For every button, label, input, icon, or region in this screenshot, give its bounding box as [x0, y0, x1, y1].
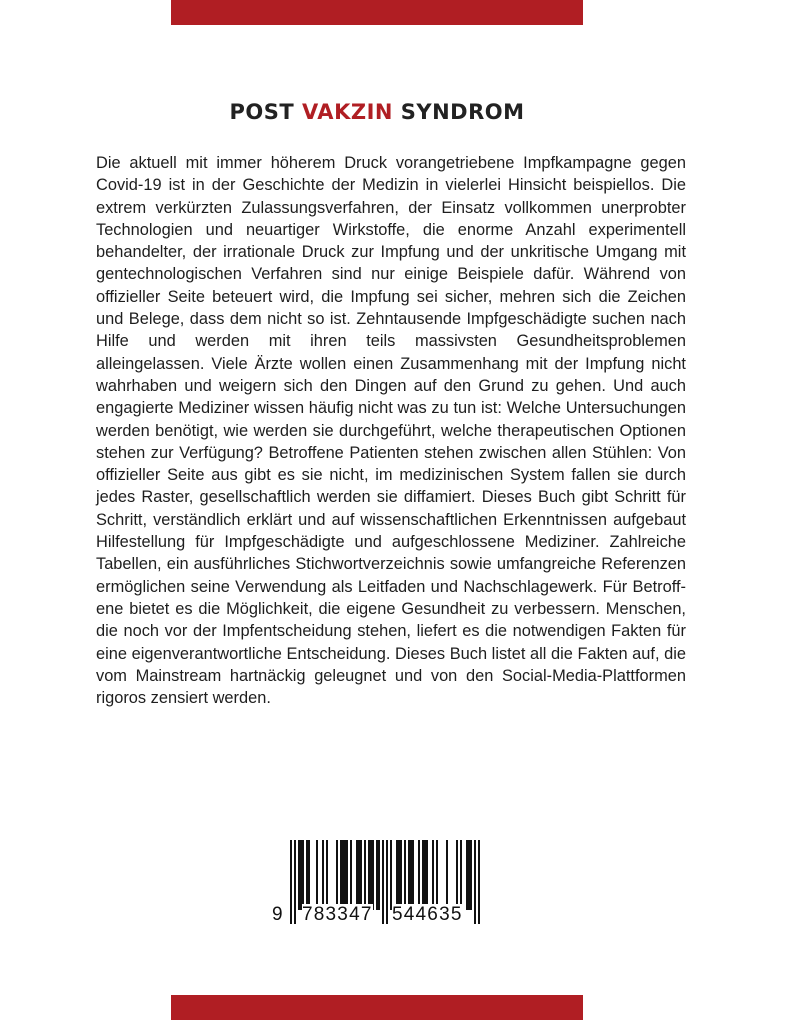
title-accent-word: VAKZIN — [301, 100, 393, 124]
barcode-bar — [460, 840, 462, 910]
top-red-band — [171, 0, 583, 25]
barcode-bar — [368, 840, 374, 910]
book-title — [0, 100, 754, 124]
barcode-bar — [408, 840, 414, 910]
barcode-bar — [356, 840, 362, 910]
barcode-guard-bar — [290, 840, 292, 924]
barcode-bar — [436, 840, 438, 910]
barcode-bar — [322, 840, 324, 910]
barcode-bar — [364, 840, 366, 910]
barcode-bar — [390, 840, 392, 910]
barcode-guard-bar — [386, 840, 388, 924]
barcode-left-digits: 783347 — [302, 904, 373, 925]
barcode-bar — [306, 840, 310, 910]
barcode-bar — [350, 840, 352, 910]
barcode-bar — [432, 840, 434, 910]
barcode-guard-bar — [294, 840, 296, 924]
barcode-bar — [340, 840, 348, 910]
isbn-barcode — [270, 840, 480, 930]
barcode-bar — [298, 840, 304, 910]
barcode-bar — [376, 840, 380, 910]
title-part-2: SYNDROM — [392, 100, 525, 124]
barcode-bar — [336, 840, 338, 910]
barcode-bar — [418, 840, 420, 910]
title-part-1: POST — [229, 100, 302, 124]
barcode-guard-bar — [478, 840, 480, 924]
back-cover-blurb: Die aktuell mit immer höherem Druck vorangetriebene Impfkampagne gegen Covid-19 ist in der Geschichte der Medizin in vielerlei Hinsicht beispiellos. Die extrem verkürzten Zulassungsverfahren, der Einsatz vollkommen unerprobter Technologien und neuartiger Wirkstoffe, die enorme Anzahl experimentell behandelter, der irrationale Druck zur Impfung und der unkritische Umgang mit gentechnologischen Verfahren sind nur einige Beispiele dafür. Während von offizieller Seite beteuert wird, die Impfung sei sicher, mehren sich die Zeichen und Belege, dass dem nicht so ist. Zehntausende Impfgeschädigte suchen nach Hilfe und werden mit ihren teils massivsten Gesundheitsproblemen alleingelassen. Viele Ärzte wollen einen Zusammenhang mit der Impfung nicht wahrhaben und weigern sich den Dingen auf den Grund zu gehen. Und auch engagierte Mediziner wissen häufig nicht was zu tun ist: Welche Untersuchungen werden benötigt, wie werden sie durchgeführt, welche therapeutischen Optionen stehen zur Verfügung? Betroffene Patienten stehen zwischen allen Stühlen: Von offizieller Seite aus gibt es sie nicht, im medizinischen System fallen sie durch jedes Raster, gesellschaftlich werden sie diffamiert. Dieses Buch gibt Schritt für Schritt, verständlich erklärt und auf wissenschaftlichen Erkenntnissen aufgebaut Hilfestellung für Impfgeschädigte und aufgeschlossene Mediziner. Zahlreiche Tabellen, ein ausführliches Stichwortverzeichnis sowie umfangreiche Referenzen ermöglichen seine Verwendung als Leitfaden und Nachschlagewerk. Für Betroffene bietet es die Möglichkeit, die eigene Gesundheit zu verbessern. Menschen, die noch vor der Impfentscheidung stehen, liefert es die notwendigen Fakten für eine eigenverantwortliche Entscheidung. Dieses Buch listet all die Fakten auf, die vom Mainstream hartnäckig geleugnet und von den Social-Media-Plattformen rigoros zensiert werden. — [96, 154, 686, 708]
barcode-bar — [446, 840, 448, 910]
barcode-guard-bar — [382, 840, 384, 924]
barcode-bar — [326, 840, 328, 910]
barcode-bar — [404, 840, 406, 910]
barcode-lead-digit: 9 — [272, 904, 284, 925]
barcode-bar — [466, 840, 472, 910]
barcode-right-digits: 544635 — [392, 904, 463, 925]
barcode-bar — [456, 840, 458, 910]
bottom-red-band — [171, 995, 583, 1020]
barcode-bar — [396, 840, 402, 910]
barcode-guard-bar — [474, 840, 476, 924]
barcode-bar — [422, 840, 428, 910]
barcode-bar — [316, 840, 318, 910]
